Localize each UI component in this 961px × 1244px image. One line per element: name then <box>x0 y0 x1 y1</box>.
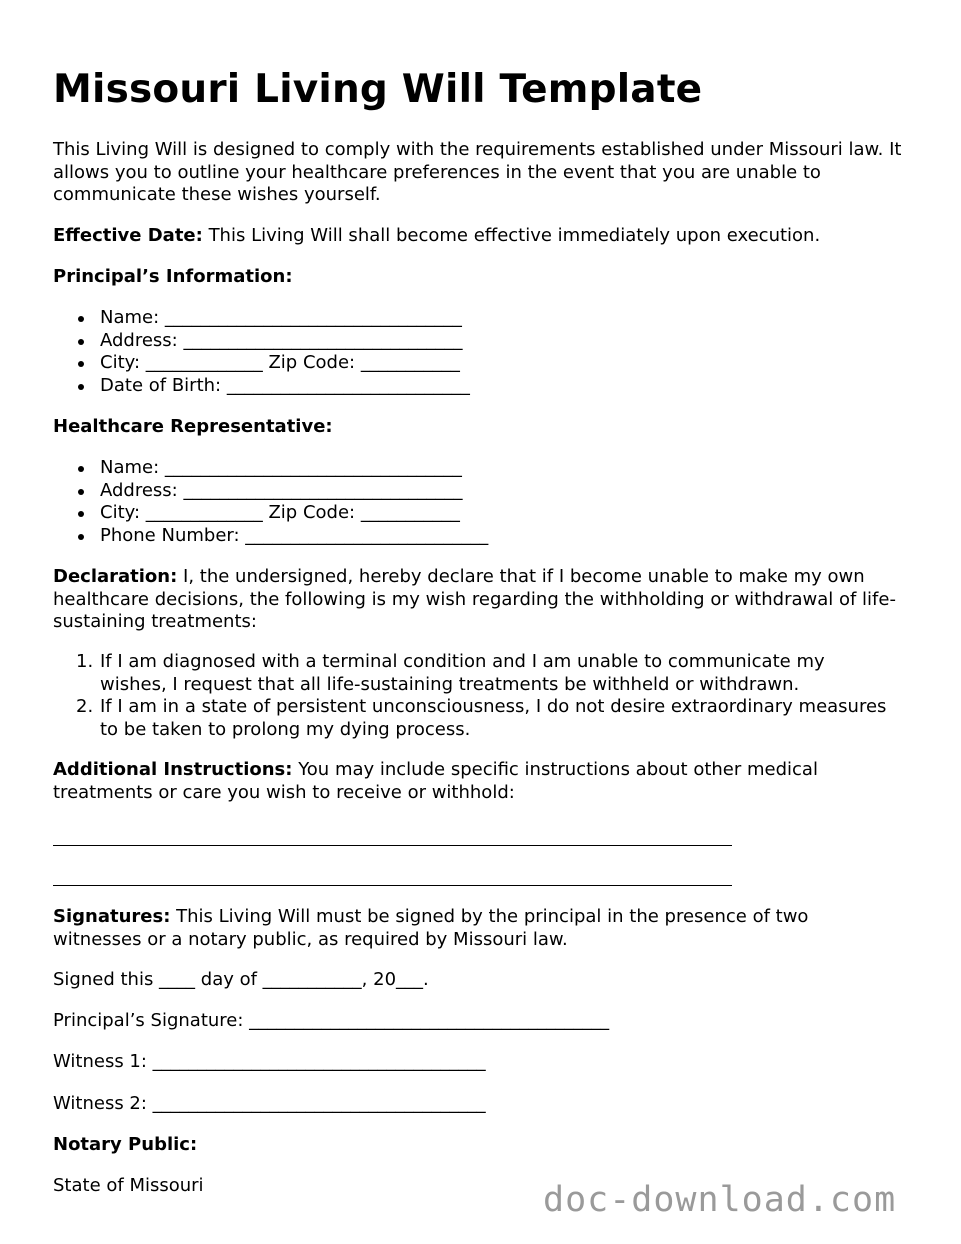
representative-address-field[interactable]: Address: _______________________________ <box>100 480 900 503</box>
witness-2-line[interactable]: Witness 2: _____________________________________ <box>53 1093 486 1114</box>
declaration-paragraph <box>53 566 903 634</box>
effective-date-paragraph <box>53 225 903 248</box>
additional-instructions-text: You may include specific instructions about other medical treatments or care you wish to receive or withhold: <box>53 759 818 803</box>
principal-city-zip-field[interactable]: City: _____________ Zip Code: ___________ <box>100 352 900 375</box>
signatures-paragraph <box>53 906 873 951</box>
principal-heading: Principal’s Information: <box>53 266 293 287</box>
declaration-text: I, the undersigned, hereby declare that if I become unable to make my own healthcare decisions, the following is my wish regarding the withholding or withdrawal of life-sustaining treatments: <box>53 566 896 632</box>
declaration-label: Declaration: <box>53 566 178 587</box>
bullet-icon <box>78 384 84 390</box>
principal-signature-line[interactable]: Principal’s Signature: ________________________________________ <box>53 1010 610 1031</box>
bullet-icon <box>78 489 84 495</box>
bullet-icon <box>78 316 84 322</box>
signatures-text: This Living Will must be signed by the principal in the presence of two witnesses or a notary public, as required by Missouri law. <box>53 906 809 950</box>
signatures-label: Signatures: <box>53 906 171 927</box>
notary-heading: Notary Public: <box>53 1134 198 1155</box>
instructions-blank-line[interactable] <box>53 885 732 886</box>
representative-heading: Healthcare Representative: <box>53 416 333 437</box>
notary-state: State of Missouri <box>53 1175 204 1196</box>
principal-name-field[interactable]: Name: _________________________________ <box>100 307 900 330</box>
representative-phone-field[interactable]: Phone Number: ___________________________ <box>100 525 900 548</box>
intro-paragraph: This Living Will is designed to comply with the requirements established under Missouri law. It allows you to outline your healthcare preferences in the event that you are unable to communicate these wishes yourself. <box>53 139 902 205</box>
bullet-icon <box>78 361 84 367</box>
document-title: Missouri Living Will Template <box>53 67 703 112</box>
additional-instructions-paragraph <box>53 759 883 804</box>
principal-dob-field[interactable]: Date of Birth: ___________________________ <box>100 375 900 398</box>
witness-1-line[interactable]: Witness 1: _____________________________________ <box>53 1051 486 1072</box>
bullet-icon <box>78 534 84 540</box>
bullet-icon <box>78 511 84 517</box>
effective-date-text: This Living Will shall become effective immediately upon execution. <box>202 225 821 246</box>
bullet-icon <box>78 339 84 345</box>
watermark: doc-download.com <box>543 1180 897 1220</box>
additional-instructions-label: Additional Instructions: <box>53 759 293 780</box>
effective-date-label: Effective Date: <box>53 225 203 246</box>
signed-date-line[interactable]: Signed this ____ day of ___________, 20___. <box>53 969 429 990</box>
representative-name-field[interactable]: Name: _________________________________ <box>100 457 900 480</box>
representative-city-zip-field[interactable]: City: _____________ Zip Code: ___________ <box>100 502 900 525</box>
bullet-icon <box>78 466 84 472</box>
declaration-item: 2. If I am in a state of persistent unconsciousness, I do not desire extraordinary measures to be taken to prolong my dying process. <box>76 696 887 740</box>
instructions-blank-line[interactable] <box>53 845 732 846</box>
principal-address-field[interactable]: Address: _______________________________ <box>100 330 900 353</box>
declaration-item: 1. If I am diagnosed with a terminal condition and I am unable to communicate my wishes, I request that all life-sustaining treatments be withheld or withdrawn. <box>76 651 825 695</box>
